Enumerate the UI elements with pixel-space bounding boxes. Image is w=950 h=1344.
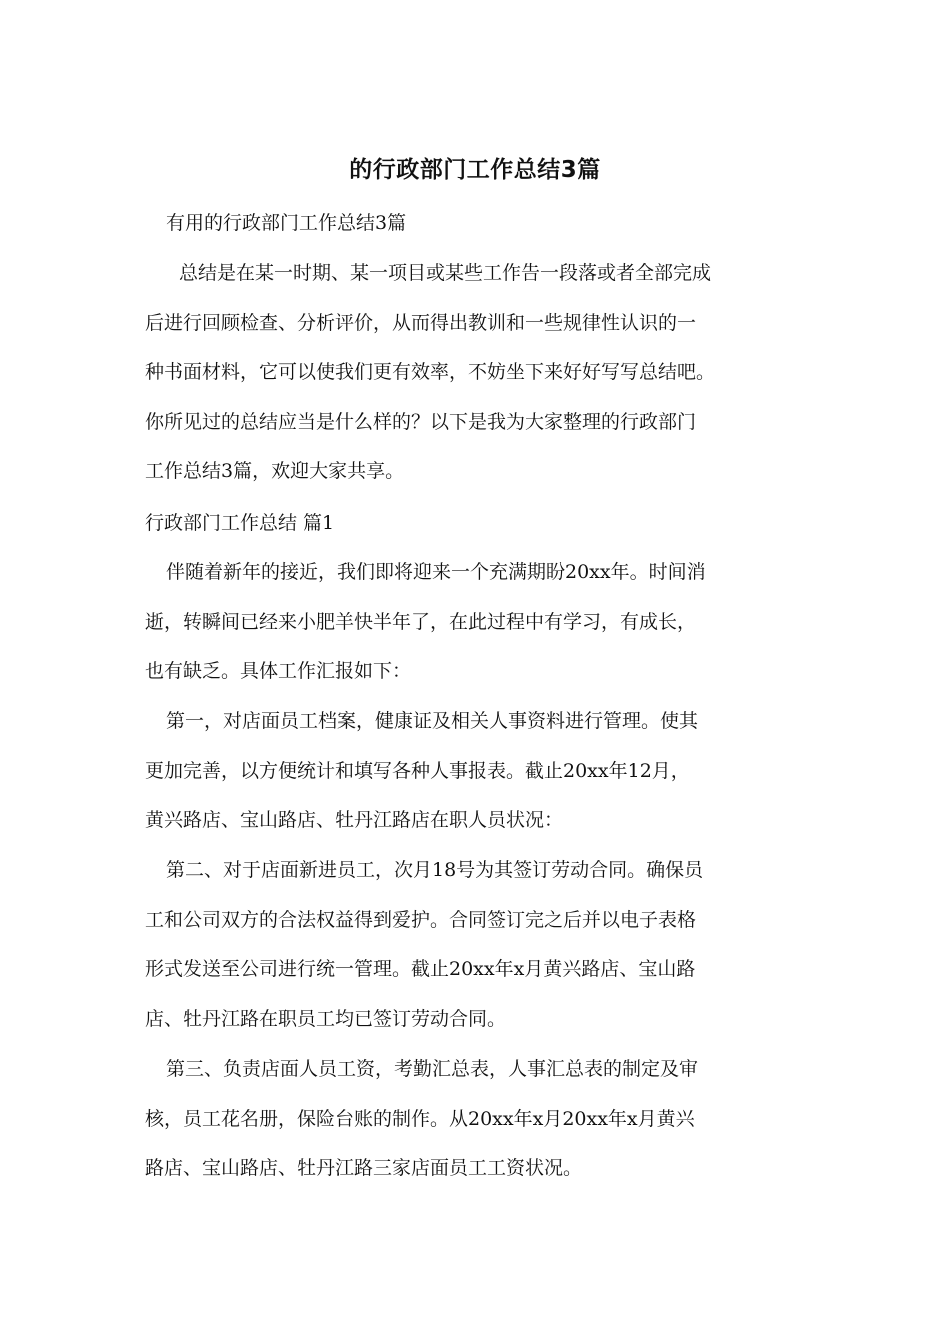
text-line: 工和公司双方的合法权益得到爱护。合同签订完之后并以电子表格: [145, 908, 697, 931]
document-title: 的行政部门工作总结3篇: [349, 157, 601, 183]
text-line: 第三、负责店面人员工资，考勤汇总表，人事汇总表的制定及审: [166, 1058, 699, 1080]
text-line: 伴随着新年的接近，我们即将迎来一个充满期盼20xx年。时间消: [166, 561, 706, 583]
paragraph-4: [145, 1045, 811, 1194]
text-line: 更加完善，以方便统计和填写各种人事报表。截止20xx年12月，: [145, 759, 690, 782]
paragraph-2: [145, 697, 811, 846]
paragraph-1: [145, 548, 811, 697]
text-line: 第一，对店面员工档案，健康证及相关人事资料进行管理。使其: [166, 710, 699, 732]
text-line: 总结是在某一时期、某一项目或某些工作告一段落或者全部完成: [179, 262, 712, 284]
intro-paragraph: [145, 249, 811, 497]
text-line: 店、牡丹江路在职员工均已签订劳动合同。: [145, 1007, 507, 1030]
text-line: 形式发送至公司进行统一管理。截止20xx年x月黄兴路店、宝山路: [145, 958, 696, 981]
text-line: 第二、对于店面新进员工，次月18号为其签订劳动合同。确保员: [166, 859, 704, 881]
text-line: 路店、宝山路店、牡丹江路三家店面员工工资状况。: [145, 1157, 583, 1180]
document-subtitle: 有用的行政部门工作总结3篇: [166, 212, 407, 234]
text-line: 逝，转瞬间已经来小肥羊快半年了，在此过程中有学习，有成长，: [145, 610, 697, 633]
paragraph-3: [145, 846, 811, 1044]
text-line: 黄兴路店、宝山路店、牡丹江路店在职人员状况：: [145, 809, 564, 832]
text-line: 工作总结3篇，欢迎大家共享。: [145, 460, 405, 483]
text-line: 你所见过的总结应当是什么样的？以下是我为大家整理的行政部门: [145, 410, 697, 433]
text-line: 种书面材料，它可以使我们更有效率，不妨坐下来好好写写总结吧。: [145, 361, 716, 384]
text-line: 后进行回顾检查、分析评价，从而得出教训和一些规律性认识的一: [145, 311, 697, 334]
text-line: 核，员工花名册，保险台账的制作。从20xx年x月20xx年x月黄兴: [145, 1107, 695, 1130]
section-heading: 行政部门工作总结 篇1: [145, 512, 335, 534]
text-line: 也有缺乏。具体工作汇报如下：: [145, 660, 412, 683]
